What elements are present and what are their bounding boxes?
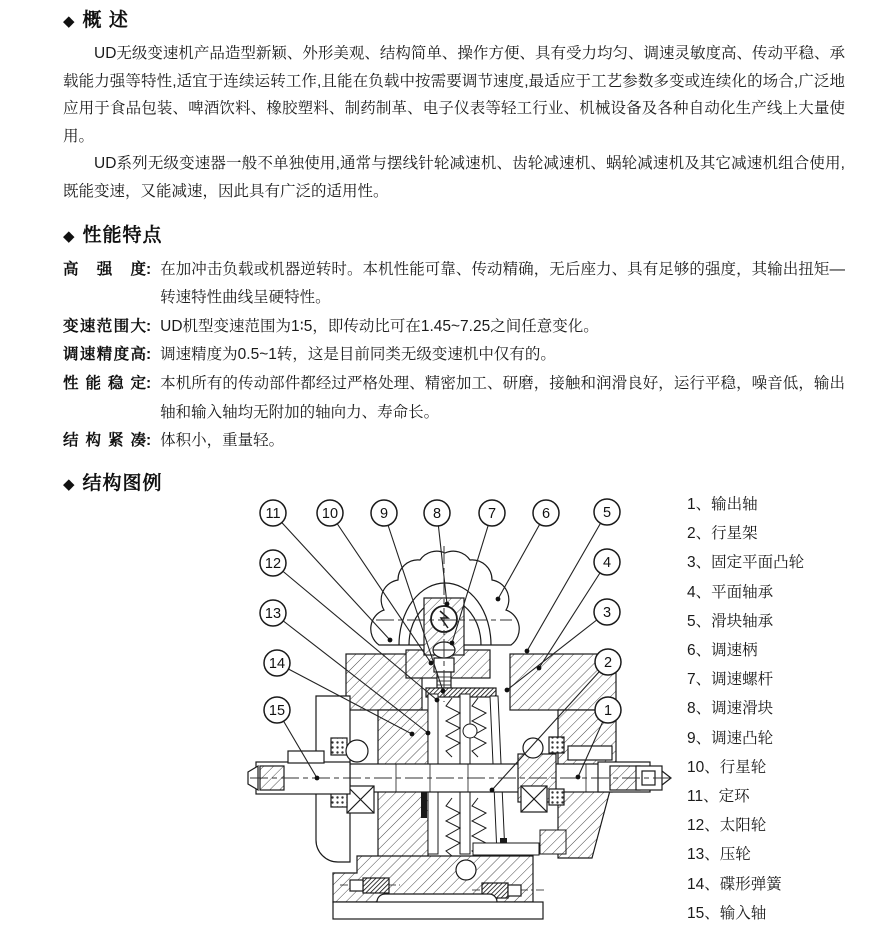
legend-name: 平面轴承 bbox=[711, 583, 774, 601]
feature-row bbox=[63, 427, 845, 456]
legend-sep: 、 bbox=[695, 612, 712, 630]
legend-num: 11 bbox=[687, 788, 704, 806]
feature-label: 性能稳定 bbox=[63, 374, 146, 392]
legend-item bbox=[687, 665, 804, 694]
feature-text: 体积小，重量轻。 bbox=[160, 432, 285, 450]
legend-num: 10 bbox=[687, 758, 705, 776]
legend-name: 调速滑块 bbox=[711, 700, 774, 718]
svg-text:12: 12 bbox=[264, 556, 282, 572]
legend-num: 3 bbox=[687, 554, 696, 572]
features-heading-text: 性能特点 bbox=[82, 224, 163, 246]
feature-text: 本机所有的传动部件都经过严格处理、精密加工、研磨，接触和润滑良好，运行平稳，噪音低，输出轴和输入轴均无附加的轴向力、寿命长。 bbox=[160, 374, 845, 421]
features-heading bbox=[63, 223, 845, 249]
feature-colon: : bbox=[146, 432, 152, 450]
legend-sep: 、 bbox=[704, 875, 720, 893]
svg-text:4: 4 bbox=[602, 555, 612, 571]
svg-text:2: 2 bbox=[603, 655, 613, 671]
legend-name: 行星轮 bbox=[719, 758, 767, 776]
diagram-callout bbox=[264, 650, 290, 676]
feature-list bbox=[63, 256, 845, 456]
feature-label: 调速精度高 bbox=[63, 346, 146, 364]
svg-text:15: 15 bbox=[268, 703, 286, 719]
diagram-callout bbox=[533, 500, 559, 526]
diagram-legend bbox=[687, 490, 804, 928]
legend-item bbox=[687, 607, 804, 636]
diagram-callout bbox=[260, 600, 286, 626]
diagram-callout bbox=[260, 500, 286, 526]
legend-name: 滑块轴承 bbox=[711, 612, 774, 630]
svg-text:13: 13 bbox=[264, 606, 282, 622]
legend-num: 2 bbox=[687, 525, 696, 543]
legend-sep: 、 bbox=[704, 846, 720, 864]
legend-item bbox=[687, 899, 804, 928]
legend-num: 9 bbox=[687, 729, 696, 747]
svg-text:14: 14 bbox=[268, 656, 286, 672]
legend-sep: 、 bbox=[704, 904, 720, 922]
legend-num: 7 bbox=[687, 671, 696, 689]
feature-colon: : bbox=[146, 317, 152, 335]
legend-item bbox=[687, 636, 804, 665]
diagram-callout bbox=[371, 500, 397, 526]
svg-text:5: 5 bbox=[602, 505, 612, 521]
legend-name: 调速凸轮 bbox=[711, 729, 774, 747]
machine-base bbox=[333, 856, 545, 919]
feature-label: 变速范围大 bbox=[63, 317, 146, 335]
feature-row bbox=[63, 256, 845, 313]
legend-name: 输出轴 bbox=[711, 496, 758, 513]
feature-text: 调速精度为0.5~1转，这是目前同类无级变速机中仅有的。 bbox=[160, 346, 556, 364]
overview-heading-text: 概 述 bbox=[82, 10, 129, 31]
diagram-callout bbox=[594, 599, 620, 625]
svg-text:6: 6 bbox=[541, 506, 551, 522]
legend-item bbox=[687, 840, 804, 869]
legend-name: 压轮 bbox=[719, 846, 751, 864]
svg-text:9: 9 bbox=[379, 506, 389, 522]
legend-name: 固定平面凸轮 bbox=[711, 554, 805, 572]
feature-label: 结构紧凑 bbox=[63, 432, 146, 450]
text-column bbox=[63, 8, 845, 497]
feature-colon: : bbox=[146, 346, 152, 364]
legend-num: 13 bbox=[687, 846, 705, 864]
legend-item bbox=[687, 548, 804, 577]
feature-text: UD机型变速范围为1∶5，即传动比可在1.45~7.25之间任意变化。 bbox=[160, 317, 599, 335]
legend-item bbox=[687, 519, 804, 548]
spring bbox=[446, 698, 460, 757]
legend-sep: 、 bbox=[695, 700, 712, 718]
legend-sep: 、 bbox=[704, 817, 720, 835]
legend-name: 输入轴 bbox=[719, 904, 767, 922]
legend-item bbox=[687, 578, 804, 607]
legend-sep: 、 bbox=[695, 642, 712, 660]
feature-row bbox=[63, 341, 845, 370]
overview-paragraph-1: UD无级变速机产品造型新颖、外形美观、结构简单、操作方便、具有受力均匀、调速灵敏度高、传动平稳、承载能力强等特性,适宜于连续运转工作,且能在负载中按需要调节速度,最适应于工艺参数多变或连续化的场合,广泛地应用于食品包装、啤酒饮料、橡胶塑料、制药制革、电子仪表等轻工行业、机械设备及各种自动化生产线上大量使用。 bbox=[63, 45, 845, 145]
legend-sep: 、 bbox=[704, 758, 720, 776]
svg-text:10: 10 bbox=[321, 506, 339, 522]
svg-text:7: 7 bbox=[487, 506, 497, 522]
legend-num: 15 bbox=[687, 904, 705, 922]
legend-name: 太阳轮 bbox=[719, 817, 767, 835]
legend-name: 调速螺杆 bbox=[711, 671, 774, 689]
feature-row bbox=[63, 370, 845, 427]
structure-diagram bbox=[246, 492, 682, 934]
legend-item bbox=[687, 870, 804, 899]
legend-sep: 、 bbox=[695, 729, 712, 747]
legend-sep: 、 bbox=[695, 554, 712, 572]
overview-paragraph-2: UD系列无级变速器一般不单独使用,通常与摆线针轮减速机、齿轮减速机、蜗轮减速机及其它减速机组合使用,既能变速，又能减速，因此具有广泛的适用性。 bbox=[63, 155, 845, 200]
diagram-callout bbox=[595, 697, 621, 723]
diagram-callout bbox=[595, 649, 621, 675]
feature-label: 高强度 bbox=[63, 260, 146, 278]
legend-name: 碟形弹簧 bbox=[719, 875, 782, 893]
diagram-callout bbox=[260, 550, 286, 576]
overview-heading bbox=[63, 8, 845, 34]
legend-item bbox=[687, 753, 804, 782]
feature-colon: : bbox=[146, 260, 152, 278]
diagram-callout bbox=[479, 500, 505, 526]
diagram-callout bbox=[594, 549, 620, 575]
legend-sep: 、 bbox=[703, 788, 719, 806]
diagram-callout bbox=[317, 500, 343, 526]
legend-sep: 、 bbox=[695, 671, 712, 689]
svg-text:8: 8 bbox=[432, 506, 442, 522]
legend-num: 6 bbox=[687, 642, 696, 660]
legend-num: 12 bbox=[687, 817, 705, 835]
legend-item bbox=[687, 490, 804, 519]
svg-text:1: 1 bbox=[603, 703, 613, 719]
legend-sep: 、 bbox=[695, 496, 712, 513]
legend-num: 1 bbox=[687, 496, 696, 513]
feature-text: 在加冲击负载或机器逆转时。本机性能可靠、传动精确，无后座力、具有足够的强度，其输出扭矩—转速特性曲线呈硬特性。 bbox=[160, 260, 845, 307]
legend-item bbox=[687, 782, 804, 811]
legend-num: 14 bbox=[687, 875, 705, 893]
diamond-icon: ◆ bbox=[63, 227, 75, 245]
diamond-icon: ◆ bbox=[63, 475, 75, 493]
legend-sep: 、 bbox=[695, 525, 712, 543]
legend-item bbox=[687, 724, 804, 753]
spring bbox=[446, 798, 460, 856]
feature-row bbox=[63, 313, 845, 342]
legend-num: 5 bbox=[687, 612, 696, 630]
diagram-callout bbox=[264, 697, 290, 723]
feature-colon: : bbox=[146, 374, 152, 392]
diagram-callout bbox=[594, 499, 620, 525]
legend-item bbox=[687, 811, 804, 840]
svg-text:11: 11 bbox=[265, 506, 281, 522]
diagram-heading-text: 结构图例 bbox=[82, 472, 163, 494]
legend-num: 8 bbox=[687, 700, 696, 718]
legend-item bbox=[687, 694, 804, 723]
legend-name: 定环 bbox=[718, 788, 750, 806]
legend-num: 4 bbox=[687, 583, 696, 601]
diamond-icon: ◆ bbox=[63, 13, 75, 30]
legend-name: 调速柄 bbox=[711, 642, 758, 660]
svg-text:3: 3 bbox=[602, 605, 612, 621]
diagram-callout bbox=[424, 500, 450, 526]
legend-name: 行星架 bbox=[711, 525, 758, 543]
legend-sep: 、 bbox=[695, 583, 712, 601]
